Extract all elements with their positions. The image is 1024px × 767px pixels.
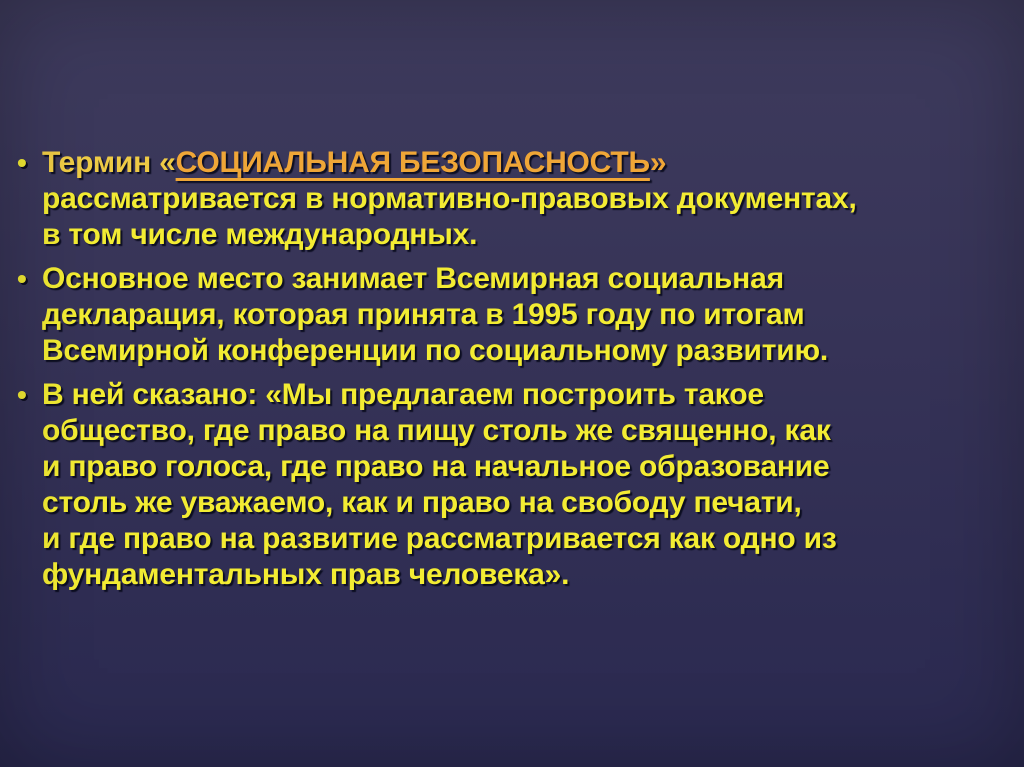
text-line: и право голоса, где право на начальное образование [42,450,830,483]
term-prefix: Термин « [42,146,176,179]
text-line: декларация, которая принята в 1995 году по итогам [42,298,805,331]
text-line: общество, где право на пищу столь же священно, как [42,414,831,447]
bullet-text [42,261,988,369]
bullet-text [42,145,988,253]
slide-body [17,145,988,601]
bullet-item-term [17,145,988,253]
term-line [42,145,988,181]
text-line: Всемирной конференции по социальному развитию. [42,334,829,367]
text-line: в том числе международных. [42,218,478,251]
text-line: Основное место занимает Всемирная социальная [42,262,784,295]
term-highlight-underlined: СОЦИАЛЬНАЯ БЕЗОПАСНОСТЬ [175,146,650,179]
bullet-text [42,377,988,593]
text-line: В ней сказано: «Мы предлагаем построить такое [42,378,764,411]
bullet-dot-icon: • [17,263,27,294]
bullet-item-declaration [17,261,988,369]
bullet-dot-icon: • [17,147,27,178]
term-suffix: » [649,146,667,179]
bullet-dot-icon: • [17,379,27,410]
text-line: рассматривается в нормативно-правовых документах, [42,182,857,215]
text-line: фундаментальных прав человека». [42,558,570,591]
text-line: столь же уважаемо, как и право на свободу печати, [42,486,802,519]
text-line: и где право на развитие рассматривается как одно из [42,522,837,555]
bullet-item-quote [17,377,988,593]
